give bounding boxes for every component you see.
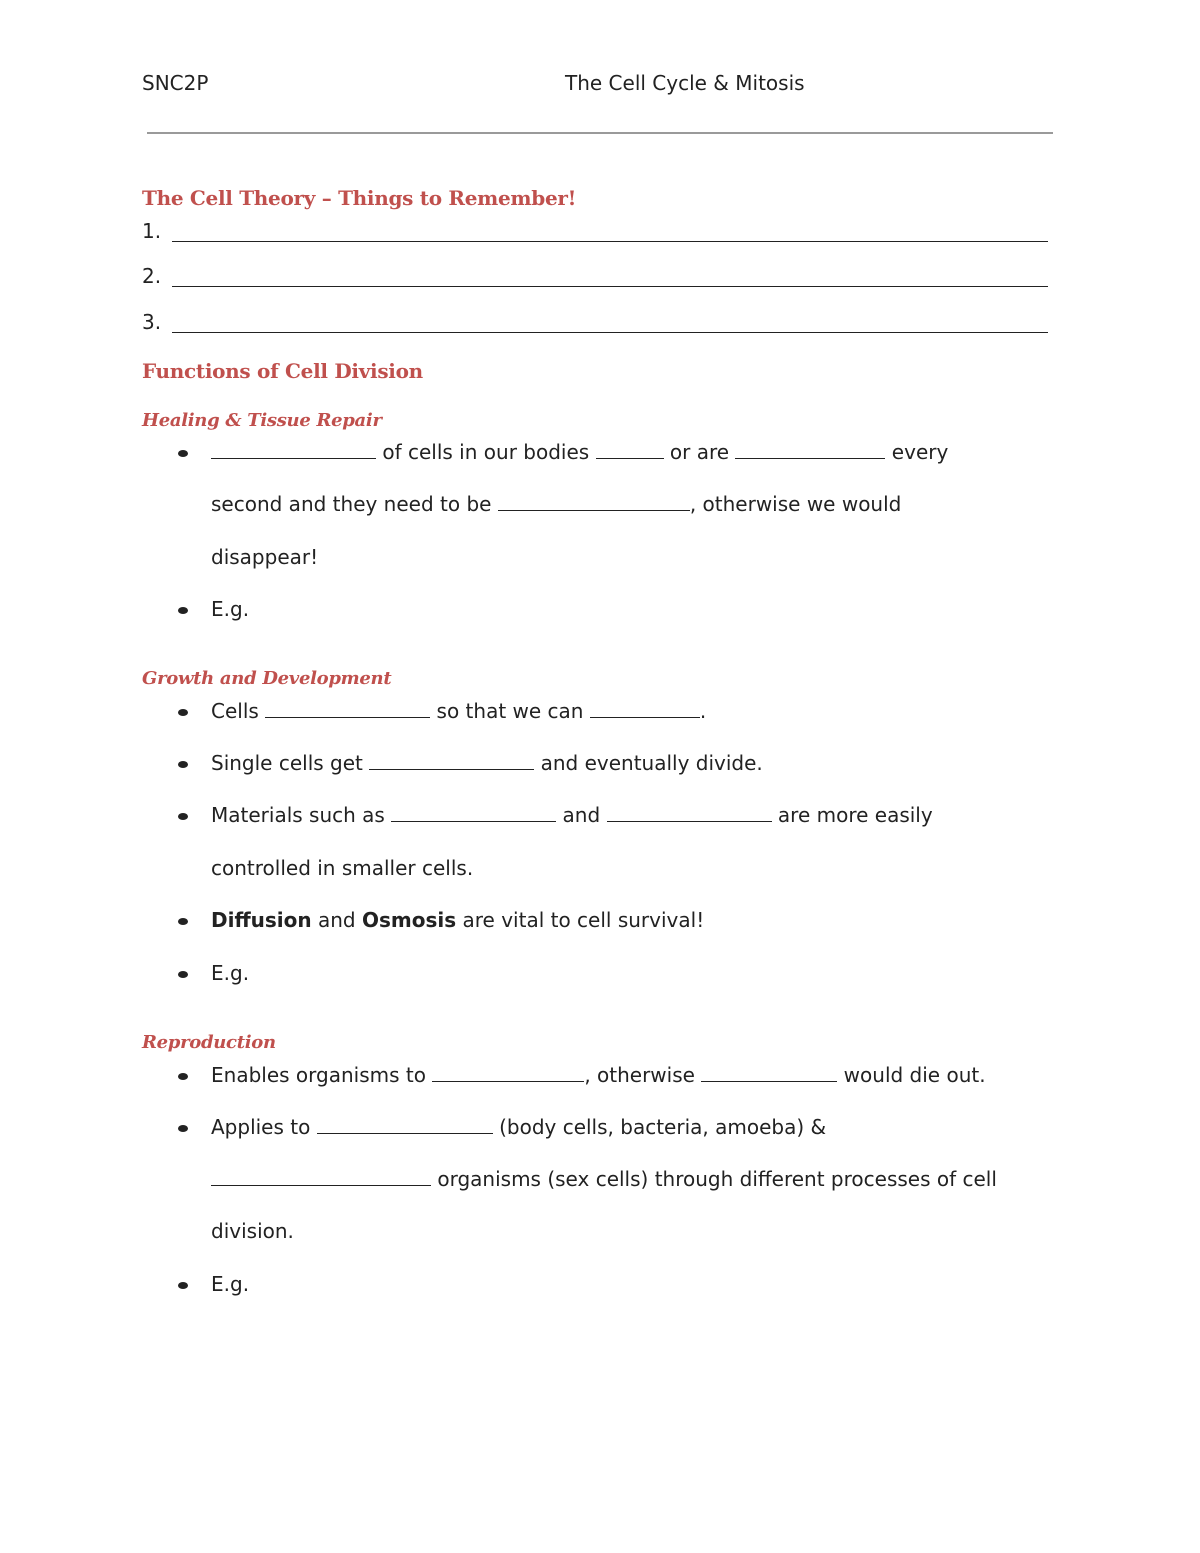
bullet-dot bbox=[178, 1282, 188, 1289]
answer-line bbox=[172, 332, 1048, 333]
bullet-dot bbox=[178, 607, 188, 614]
bullet-dot bbox=[178, 709, 188, 716]
blank-line bbox=[432, 1063, 584, 1082]
growth-bullet-4: Diffusion and Osmosis are vital to cell survival! bbox=[211, 908, 705, 932]
healing-bullet-1: of cells in our bodies or are every bbox=[211, 440, 948, 464]
blank-line bbox=[498, 492, 690, 511]
bullet-dot bbox=[178, 1073, 188, 1080]
bullet-dot bbox=[178, 450, 188, 457]
growth-bullet-3: Materials such as and are more easily bbox=[211, 803, 933, 827]
answer-line bbox=[172, 241, 1048, 242]
cell-theory-item-1 bbox=[142, 219, 161, 243]
cell-theory-heading: The Cell Theory – Things to Remember! bbox=[142, 186, 577, 210]
answer-line bbox=[172, 286, 1048, 287]
reproduction-bullet-1: Enables organisms to , otherwise would die out. bbox=[211, 1063, 986, 1087]
bullet-dot bbox=[178, 971, 188, 978]
growth-heading: Growth and Development bbox=[142, 668, 392, 689]
reproduction-bullet-2: Applies to (body cells, bacteria, amoeba) & bbox=[211, 1115, 827, 1139]
reproduction-bullet-3: E.g. bbox=[211, 1272, 250, 1296]
growth-bullet-1: Cells so that we can . bbox=[211, 699, 707, 723]
growth-bullet-3-line-2: controlled in smaller cells. bbox=[211, 856, 474, 880]
healing-heading: Healing & Tissue Repair bbox=[142, 410, 382, 431]
growth-bullet-5: E.g. bbox=[211, 961, 250, 985]
blank-line bbox=[369, 751, 534, 770]
blank-line bbox=[596, 440, 664, 459]
blank-line bbox=[735, 440, 885, 459]
item-number: 1. bbox=[142, 219, 162, 243]
blank-line bbox=[391, 803, 556, 822]
blank-line bbox=[317, 1115, 493, 1134]
header-divider bbox=[147, 132, 1053, 134]
item-number: 2. bbox=[142, 264, 162, 288]
bullet-dot bbox=[178, 761, 188, 768]
reproduction-bullet-2-line-3: division. bbox=[211, 1219, 294, 1243]
blank-line bbox=[607, 803, 772, 822]
healing-bullet-1-line-2: second and they need to be , otherwise we would bbox=[211, 492, 902, 516]
item-number: 3. bbox=[142, 310, 162, 334]
page-title: The Cell Cycle & Mitosis bbox=[565, 71, 805, 95]
bullet-dot bbox=[178, 1125, 188, 1132]
cell-theory-item-3 bbox=[142, 310, 161, 334]
reproduction-bullet-2-line-2: organisms (sex cells) through different processes of cell bbox=[211, 1167, 997, 1191]
healing-bullet-2: E.g. bbox=[211, 597, 250, 621]
blank-line bbox=[211, 1167, 431, 1186]
blank-line bbox=[211, 440, 376, 459]
blank-line bbox=[701, 1063, 837, 1082]
blank-line bbox=[590, 699, 700, 718]
healing-bullet-1-line-3: disappear! bbox=[211, 545, 319, 569]
bullet-dot bbox=[178, 918, 188, 925]
course-code: SNC2P bbox=[142, 71, 209, 95]
cell-theory-item-2 bbox=[142, 264, 161, 288]
reproduction-heading: Reproduction bbox=[142, 1032, 276, 1053]
bullet-dot bbox=[178, 813, 188, 820]
growth-bullet-2: Single cells get and eventually divide. bbox=[211, 751, 763, 775]
blank-line bbox=[265, 699, 430, 718]
functions-heading: Functions of Cell Division bbox=[142, 359, 423, 383]
